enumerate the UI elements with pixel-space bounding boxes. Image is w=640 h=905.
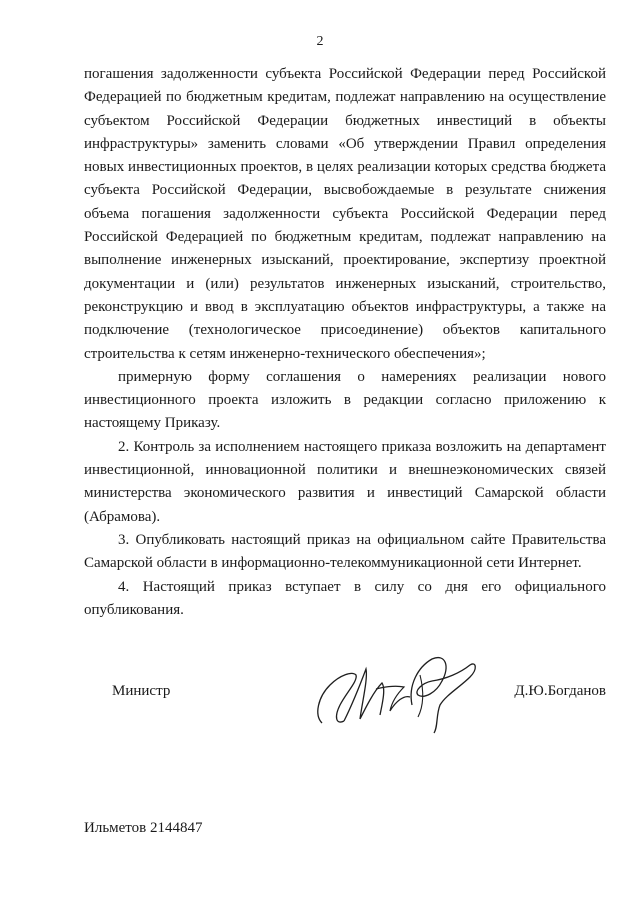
signatory-name: Д.Ю.Богданов xyxy=(514,683,606,699)
executor-note: Ильметов 2144847 xyxy=(84,820,203,836)
paragraph-item-2: 2. Контроль за исполнением настоящего приказа возложить на департамент инвестиционной, инновационной политики и внешнеэкономических связей министерства экономического развития и инвестиций Самарской области (Абрамова). xyxy=(84,438,606,525)
paragraph-item-3: 3. Опубликовать настоящий приказ на официальном сайте Правительства Самарской области в информационно-телекоммуникационной сети Интернет. xyxy=(84,531,606,572)
page-number: 2 xyxy=(316,34,324,49)
paragraph-continuation: погашения задолженности субъекта Российской Федерации перед Российской Федерацией по бюджетным кредитам, подлежат направлению на осуществление субъектом Российской Федерации бюджетных инвестиций в объекты инфраструктуры» заменить словами «Об утверждении Правил определения новых инвестиционных проектов, в целях реализации которых средства бюджета субъекта Российской Федерации, высвобождаемые в результате снижения объема погашения задолженности субъекта Российской Федерации перед Российской Федерацией по бюджетным кредитам, подлежат направлению на выполнение инженерных изысканий, проектирование, экспертизу проектной документации и (или) результатов инженерных изысканий, строительство, реконструкцию и ввод в эксплуатацию объектов инфраструктуры, а также на подключение (технологическое присоединение) объектов капитального строительства к сетям инженерно-технического обеспечения»; xyxy=(84,66,606,362)
signatory-title: Министр xyxy=(112,683,171,699)
paragraph-item-4: 4. Настоящий приказ вступает в силу со дня его официального опубликования. xyxy=(84,578,606,618)
signature-block xyxy=(84,680,606,704)
paragraph-sample-form: примерную форму соглашения о намерениях реализации нового инвестиционного проекта изложить в редакции согласно приложению к настоящему Приказу. xyxy=(84,368,606,432)
document-body xyxy=(84,63,606,622)
